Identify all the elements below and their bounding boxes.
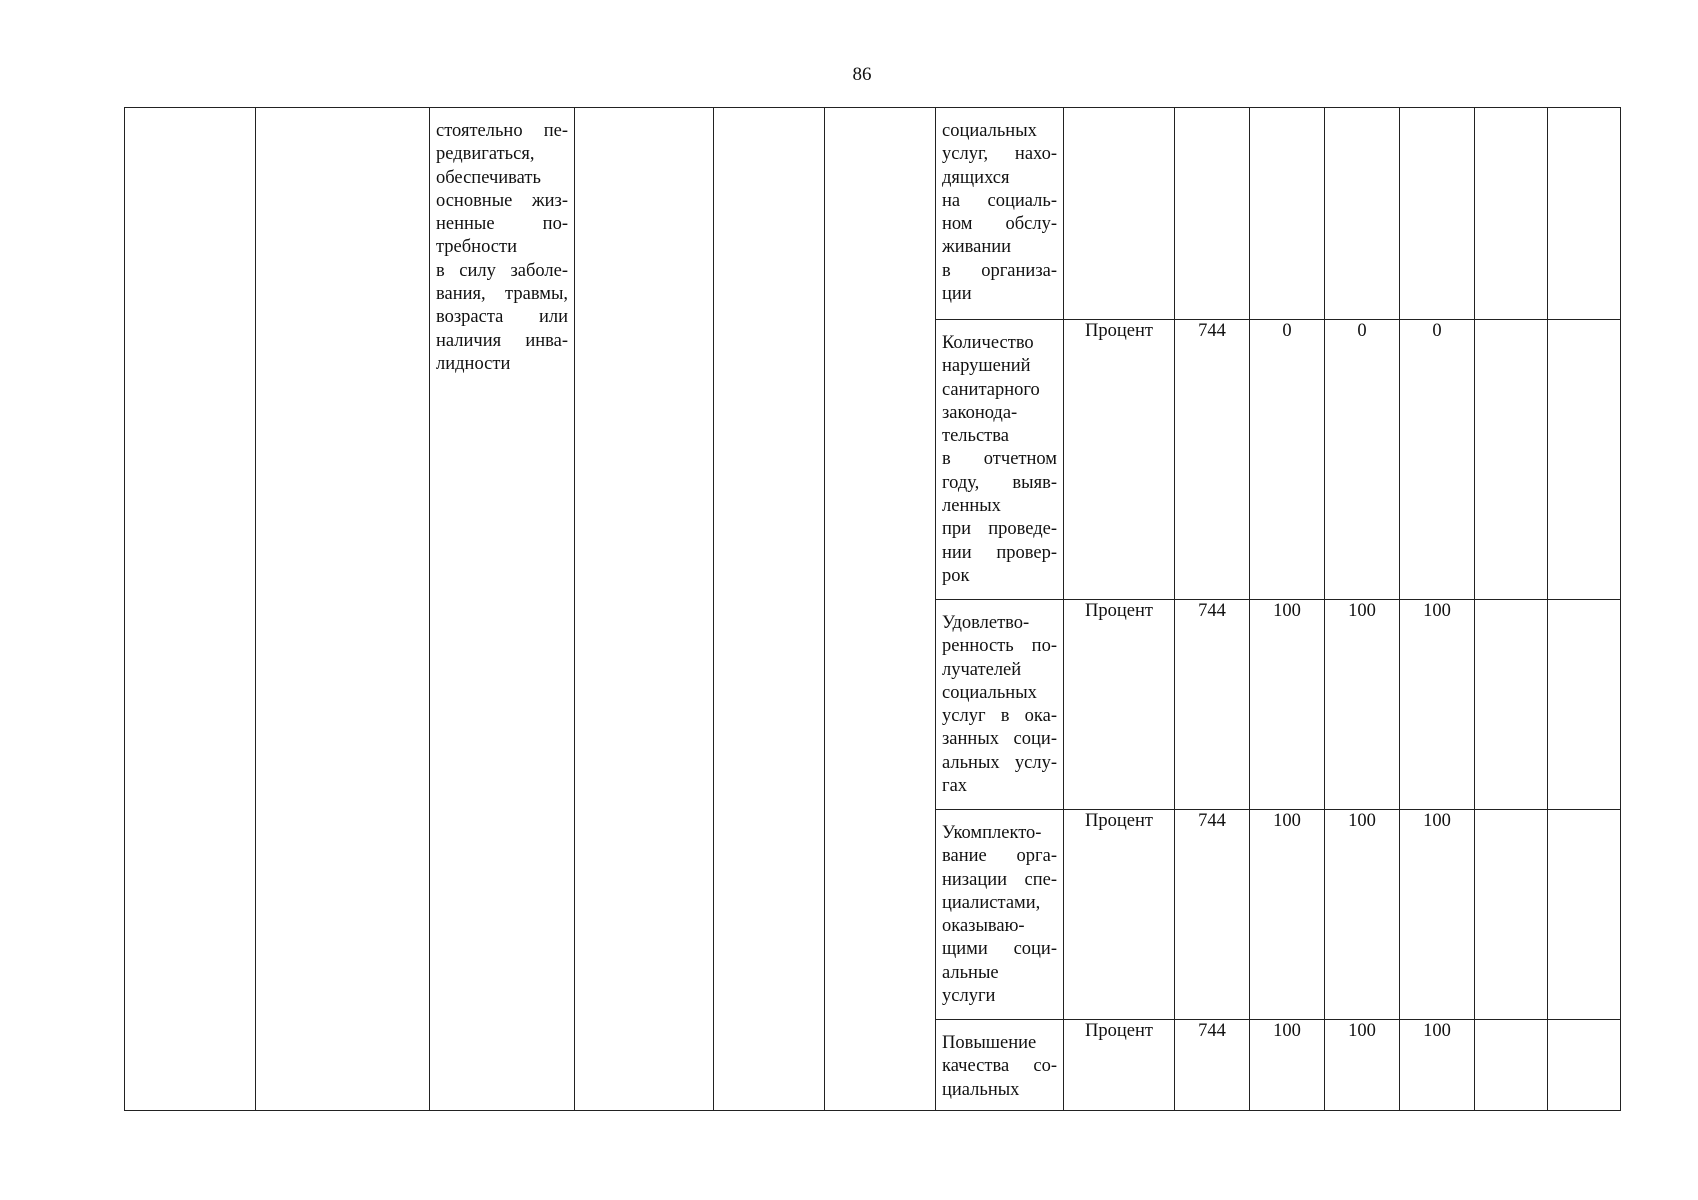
text-line: циальных bbox=[942, 1079, 1020, 1100]
text-line: на социаль- bbox=[942, 190, 1057, 211]
text-line: рок bbox=[942, 565, 970, 586]
text-line: щими соци- bbox=[942, 939, 1057, 960]
empty-cell bbox=[1548, 600, 1621, 810]
text-line: требности bbox=[436, 237, 517, 258]
empty-cell bbox=[256, 108, 430, 1111]
text-line: живании bbox=[942, 237, 1012, 258]
text-line: ции bbox=[942, 284, 972, 305]
text-line: качества со- bbox=[942, 1056, 1057, 1077]
text-line: услуг, нахо- bbox=[942, 144, 1057, 165]
empty-cell bbox=[1475, 108, 1548, 320]
text-line: ленных bbox=[942, 496, 1001, 517]
text-line: нии провер- bbox=[942, 542, 1057, 563]
text-line: санитарного bbox=[942, 379, 1040, 400]
code-cell: 744 bbox=[1175, 1020, 1250, 1111]
value-cell bbox=[1250, 108, 1325, 320]
indicator-name-cell bbox=[936, 320, 1064, 600]
text-line: услуги bbox=[942, 986, 996, 1007]
text-line: услуг в ока- bbox=[942, 706, 1057, 727]
code-cell: 744 bbox=[1175, 810, 1250, 1020]
value-cell: 0 bbox=[1325, 320, 1400, 600]
service-description bbox=[430, 108, 574, 376]
value-cell: 100 bbox=[1400, 1020, 1475, 1111]
unit-cell: Процент bbox=[1064, 1020, 1175, 1111]
empty-cell bbox=[1475, 320, 1548, 600]
empty-cell bbox=[575, 108, 714, 1111]
value-cell: 100 bbox=[1250, 810, 1325, 1020]
text-line: стоятельно пе- bbox=[436, 121, 568, 141]
code-cell: 744 bbox=[1175, 320, 1250, 600]
text-line: альные bbox=[942, 962, 999, 983]
empty-cell bbox=[825, 108, 936, 1111]
indicator-name-cell bbox=[936, 810, 1064, 1020]
empty-cell bbox=[1548, 810, 1621, 1020]
indicator-name bbox=[936, 108, 1063, 306]
text-line: вания, травмы, bbox=[436, 284, 568, 305]
empty-cell bbox=[1475, 600, 1548, 810]
code-cell: 744 bbox=[1175, 600, 1250, 810]
text-line: нарушений bbox=[942, 356, 1031, 377]
value-cell: 0 bbox=[1400, 320, 1475, 600]
indicator-name-cell bbox=[936, 108, 1064, 320]
value-cell: 0 bbox=[1250, 320, 1325, 600]
text-line: при проведе- bbox=[942, 519, 1057, 540]
text-line: Количество bbox=[942, 333, 1034, 353]
text-line: вание орга- bbox=[942, 846, 1057, 867]
text-line: дящихся bbox=[942, 167, 1010, 188]
empty-cell bbox=[1548, 108, 1621, 320]
text-line: гах bbox=[942, 776, 968, 797]
text-line: наличия инва- bbox=[436, 330, 568, 351]
unit-cell bbox=[1064, 108, 1175, 320]
text-line: ненные по- bbox=[436, 214, 568, 235]
text-line: основные жиз- bbox=[436, 190, 568, 211]
text-line: Удовлетво- bbox=[942, 613, 1030, 633]
page-number: 86 bbox=[852, 64, 872, 85]
indicator-name bbox=[936, 1020, 1063, 1102]
empty-cell bbox=[1548, 1020, 1621, 1111]
indicator-name bbox=[936, 810, 1063, 1008]
text-line: социальных bbox=[942, 121, 1037, 141]
unit-cell: Процент bbox=[1064, 810, 1175, 1020]
unit-cell: Процент bbox=[1064, 320, 1175, 600]
text-line: лидности bbox=[436, 353, 511, 374]
code-cell bbox=[1175, 108, 1250, 320]
unit-cell: Процент bbox=[1064, 600, 1175, 810]
text-line: Повышение bbox=[942, 1033, 1037, 1053]
text-line: в силу заболе- bbox=[436, 260, 568, 281]
text-line: занных соци- bbox=[942, 729, 1057, 750]
indicator-name bbox=[936, 600, 1063, 798]
text-line: Укомплекто- bbox=[942, 823, 1042, 843]
value-cell: 100 bbox=[1250, 1020, 1325, 1111]
text-line: ном обслу- bbox=[942, 214, 1057, 235]
text-line: циалистами, bbox=[942, 892, 1041, 913]
text-line: возраста или bbox=[436, 307, 568, 328]
text-line: лучателей bbox=[942, 659, 1022, 680]
value-cell bbox=[1400, 108, 1475, 320]
value-cell: 100 bbox=[1400, 600, 1475, 810]
value-cell bbox=[1325, 108, 1400, 320]
text-line: социальных bbox=[942, 682, 1037, 703]
empty-cell bbox=[1548, 320, 1621, 600]
empty-cell bbox=[1475, 810, 1548, 1020]
text-line: в организа- bbox=[942, 260, 1057, 281]
value-cell: 100 bbox=[1325, 600, 1400, 810]
table-row bbox=[125, 108, 1621, 320]
value-cell: 100 bbox=[1400, 810, 1475, 1020]
text-line: тельства bbox=[942, 426, 1009, 447]
indicator-name-cell bbox=[936, 600, 1064, 810]
value-cell: 100 bbox=[1325, 810, 1400, 1020]
text-line: обеспечивать bbox=[436, 167, 541, 188]
value-cell: 100 bbox=[1325, 1020, 1400, 1111]
indicator-name-cell bbox=[936, 1020, 1064, 1111]
text-line: редвигаться, bbox=[436, 144, 535, 165]
text-line: ренность по- bbox=[942, 636, 1057, 657]
empty-cell bbox=[125, 108, 256, 1111]
service-description-cell bbox=[430, 108, 575, 1111]
text-line: низации спе- bbox=[942, 869, 1057, 890]
text-line: в отчетном bbox=[942, 449, 1057, 470]
empty-cell bbox=[1475, 1020, 1548, 1111]
indicators-table bbox=[124, 107, 1621, 1111]
text-line: законода- bbox=[942, 402, 1018, 423]
text-line: году, выяв- bbox=[942, 472, 1057, 493]
indicator-name bbox=[936, 320, 1063, 588]
empty-cell bbox=[714, 108, 825, 1111]
text-line: оказываю- bbox=[942, 916, 1025, 937]
text-line: альных услу- bbox=[942, 752, 1057, 773]
value-cell: 100 bbox=[1250, 600, 1325, 810]
